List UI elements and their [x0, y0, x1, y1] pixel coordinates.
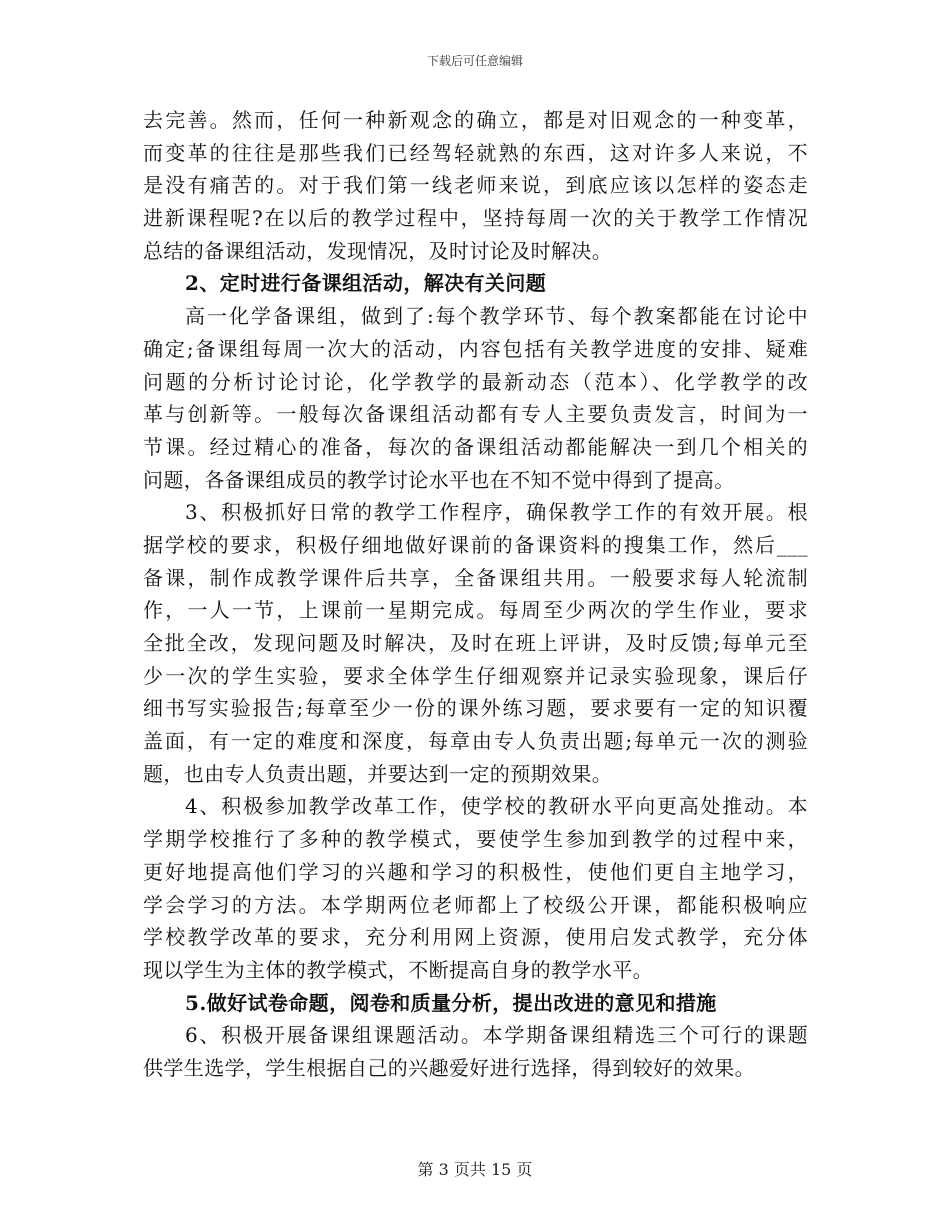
section-heading: 2、定时进行备课组活动，解决有关问题	[185, 271, 547, 296]
text-line: 学会学习的方法。本学期两位老师都上了校级公开课，都能积极响应	[143, 892, 808, 917]
page-number: 第 3 页共 15 页	[417, 1160, 533, 1179]
text-line: 4、积极参加教学改革工作，使学校的教研水平向更高处推动。本	[185, 794, 808, 819]
text-line: 据学校的要求，积极仔细地做好课前的备课资料的搜集工作，然后___	[143, 532, 808, 557]
text-line: 是没有痛苦的。对于我们第一线老师来说，到底应该以怎样的姿态走	[143, 173, 808, 198]
page-header: 下载后可任意编辑	[426, 54, 523, 68]
text-line: 现以学生为主体的教学模式，不断提高自身的教学水平。	[143, 957, 653, 982]
text-line: 问题，各备课组成员的教学讨论水平也在不知不觉中得到了提高。	[143, 467, 735, 492]
text-line: 节课。经过精心的准备，每次的备课组活动都能解决一到几个相关的	[143, 434, 808, 459]
section-heading: 5.做好试卷命题，阅卷和质量分析，提出改进的意见和措施	[185, 990, 717, 1015]
text-line: 细书写实验报告;每章至少一份的课外练习题，要求要有一定的知识覆	[143, 696, 808, 721]
text-line: 问题的分析讨论讨论，化学教学的最新动态（范本）、化学教学的改	[143, 369, 808, 394]
text-line: 6、积极开展备课组课题活动。本学期备课组精选三个可行的课题	[185, 1023, 808, 1048]
document-body	[143, 104, 808, 1085]
text-line: 更好地提高他们学习的兴趣和学习的积极性，使他们更自主地学习，	[143, 859, 808, 884]
text-line: 总结的备课组活动，发现情况，及时讨论及时解决。	[143, 238, 613, 263]
text-line: 3、积极抓好日常的教学工作程序，确保教学工作的有效开展。根	[185, 500, 808, 525]
text-line: 确定;备课组每周一次大的活动，内容包括有关教学进度的安排、疑难	[143, 336, 808, 361]
text-line: 全批全改，发现问题及时解决，及时在班上评讲，及时反馈;每单元至	[143, 631, 808, 655]
text-line: 题，也由专人负责出题，并要达到一定的预期效果。	[143, 761, 613, 786]
text-line: 学期学校推行了多种的教学模式，要使学生参加到教学的过程中来，	[143, 827, 808, 852]
text-line: 去完善。然而，任何一种新观念的确立，都是对旧观念的一种变革，	[143, 108, 808, 132]
text-line: 革与创新等。一般每次备课组活动都有专人主要负责发言，时间为一	[143, 402, 808, 427]
text-line: 备课，制作成教学课件后共享，全备课组共用。一般要求每人轮流制	[143, 565, 808, 590]
text-line: 进新课程呢?在以后的教学过程中，坚持每周一次的关于教学工作情况	[143, 206, 808, 231]
text-line: 少一次的学生实验，要求全体学生仔细观察并记录实验现象，课后仔	[143, 663, 808, 688]
text-line: 而变革的往往是那些我们已经驾轻就熟的东西，这对许多人来说，不	[143, 140, 808, 165]
text-line: 作，一人一节，上课前一星期完成。每周至少两次的学生作业，要求	[143, 598, 808, 623]
text-line: 供学生选学，学生根据自己的兴趣爱好进行选择，得到较好的效果。	[143, 1055, 755, 1080]
text-line: 高一化学备课组，做到了:每个教学环节、每个教案都能在讨论中	[185, 304, 808, 329]
text-line: 盖面，有一定的难度和深度，每章由专人负责出题;每单元一次的测验	[143, 729, 808, 754]
text-line: 学校教学改革的要求，充分利用网上资源，使用启发式教学，充分体	[143, 925, 808, 950]
